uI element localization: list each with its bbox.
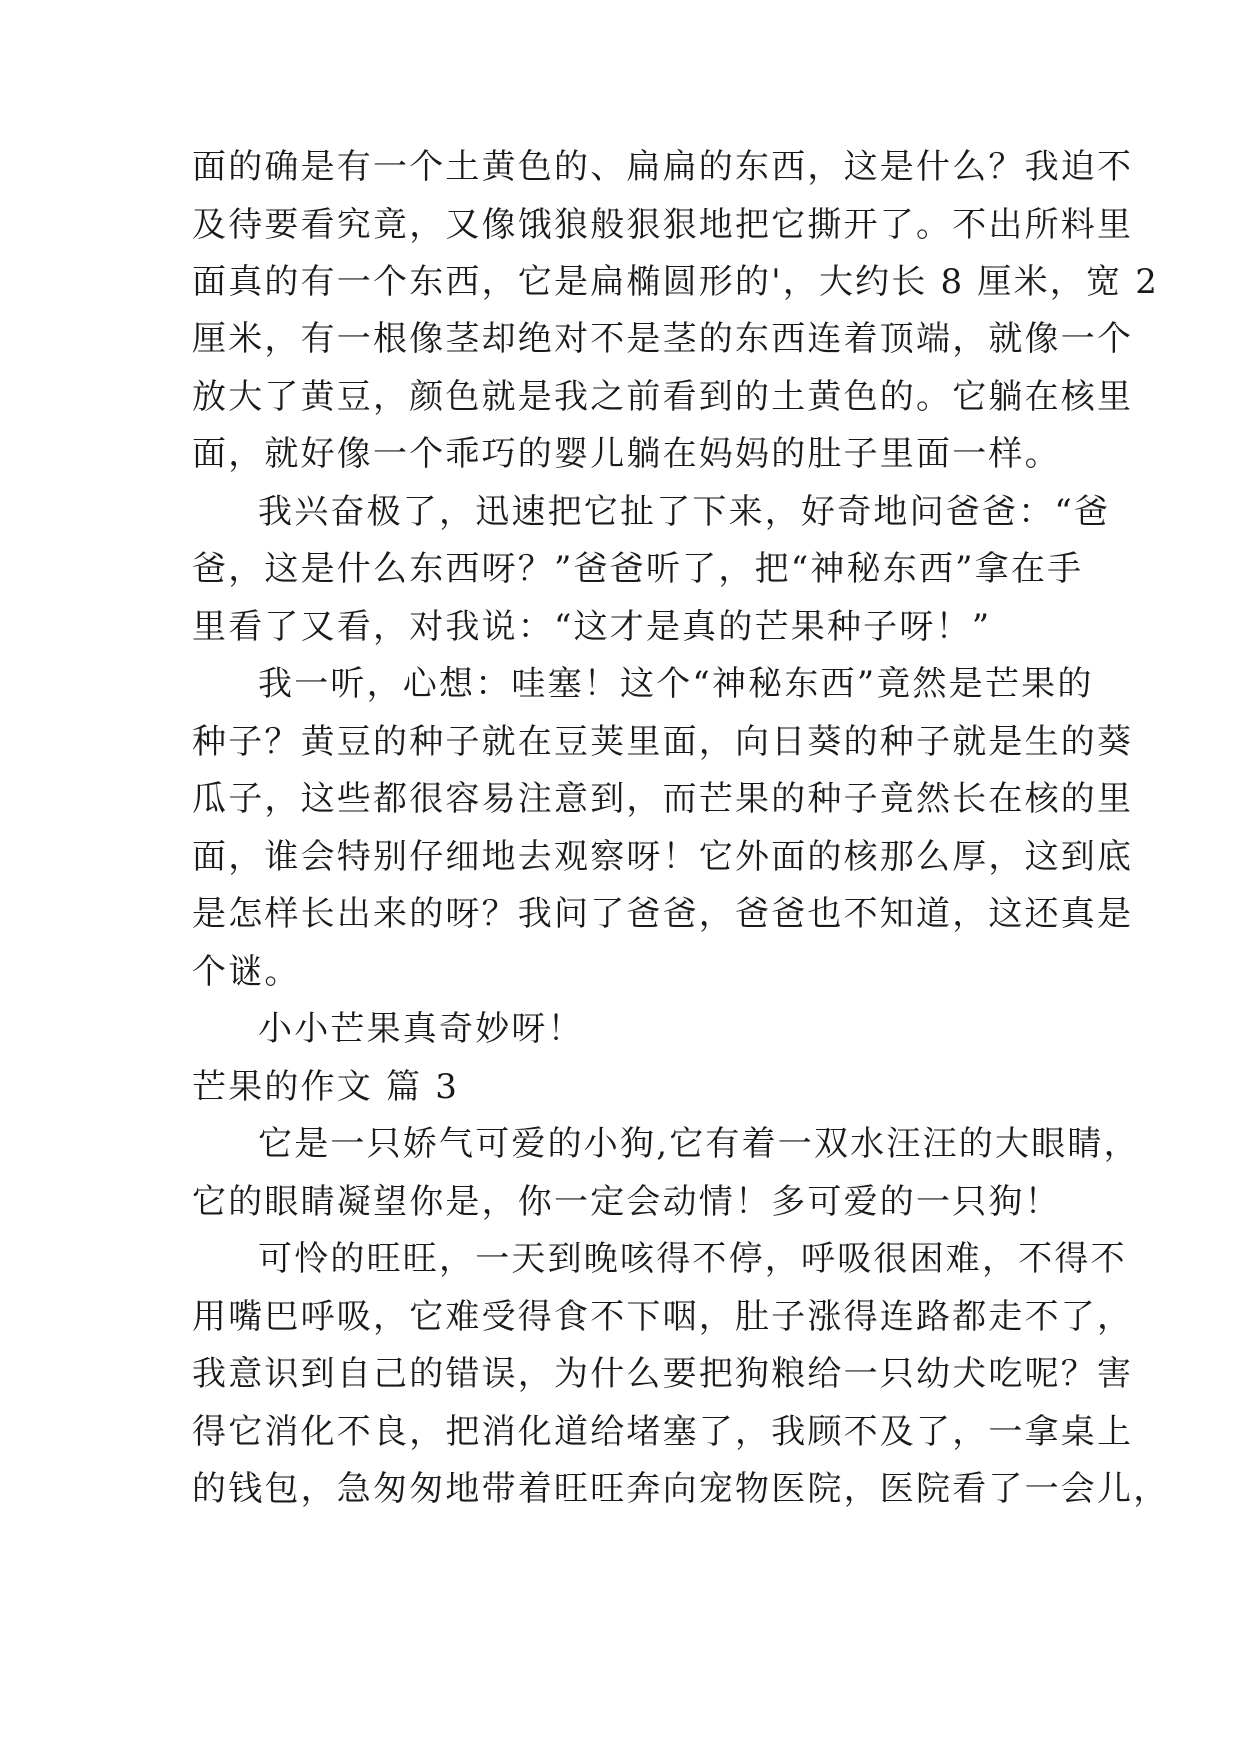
- text-line: 瓜子，这些都很容易注意到，而芒果的种子竟然长在核的里: [192, 779, 1134, 819]
- text-line: 用嘴巴呼吸，它难受得食不下咽，肚子涨得连路都走不了，: [192, 1297, 1134, 1337]
- text-line: 得它消化不良，把消化道给堵塞了，我顾不及了，一拿桌上: [192, 1412, 1134, 1452]
- text-line: 小小芒果真奇妙呀！: [258, 1009, 584, 1049]
- text-line: 面，就好像一个乖巧的婴儿躺在妈妈的肚子里面一样。: [192, 434, 1061, 474]
- text-line: 面的确是有一个土黄色的、扁扁的东西，这是什么？我迫不: [192, 147, 1134, 187]
- text-line: 个谜。: [192, 952, 301, 992]
- text-line: 种子？黄豆的种子就在豆荚里面，向日葵的种子就是生的葵: [192, 722, 1134, 762]
- text-line: 面真的有一个东西，它是扁椭圆形的'，大约长 8 厘米，宽 2: [192, 262, 1160, 302]
- text-line: 它是一只娇气可爱的小狗,它有着一双水汪汪的大眼睛，: [258, 1124, 1140, 1164]
- text-line: 的钱包，急匆匆地带着旺旺奔向宠物医院，医院看了一会儿，: [192, 1469, 1170, 1509]
- text-line: 可怜的旺旺，一天到晚咳得不停，呼吸很困难，不得不: [258, 1239, 1127, 1279]
- text-line: 放大了黄豆，颜色就是我之前看到的土黄色的。它躺在核里: [192, 377, 1134, 417]
- text-line: 它的眼睛凝望你是，你一定会动情！多可爱的一只狗！: [192, 1182, 1061, 1222]
- text-line: 面，谁会特别仔细地去观察呀！它外面的核那么厚，这到底: [192, 837, 1134, 877]
- text-line: 我兴奋极了，迅速把它扯了下来，好奇地问爸爸：“爸: [258, 492, 1111, 532]
- text-line: 爸，这是什么东西呀？”爸爸听了，把“神秘东西”拿在手: [192, 549, 1084, 589]
- text-line: 我意识到自己的错误，为什么要把狗粮给一只幼犬吃呢？害: [192, 1354, 1134, 1394]
- text-line: 厘米，有一根像茎却绝对不是茎的东西连着顶端，就像一个: [192, 319, 1134, 359]
- text-line: 我一听，心想：哇塞！这个“神秘东西”竟然是芒果的: [258, 664, 1094, 704]
- text-line: 及待要看究竟，又像饿狼般狠狠地把它撕开了。不出所料里: [192, 205, 1134, 245]
- section-heading: 芒果的作文 篇 3: [192, 1067, 460, 1107]
- text-line: 里看了又看，对我说：“这才是真的芒果种子呀！”: [192, 607, 992, 647]
- text-line: 是怎样长出来的呀？我问了爸爸，爸爸也不知道，这还真是: [192, 894, 1134, 934]
